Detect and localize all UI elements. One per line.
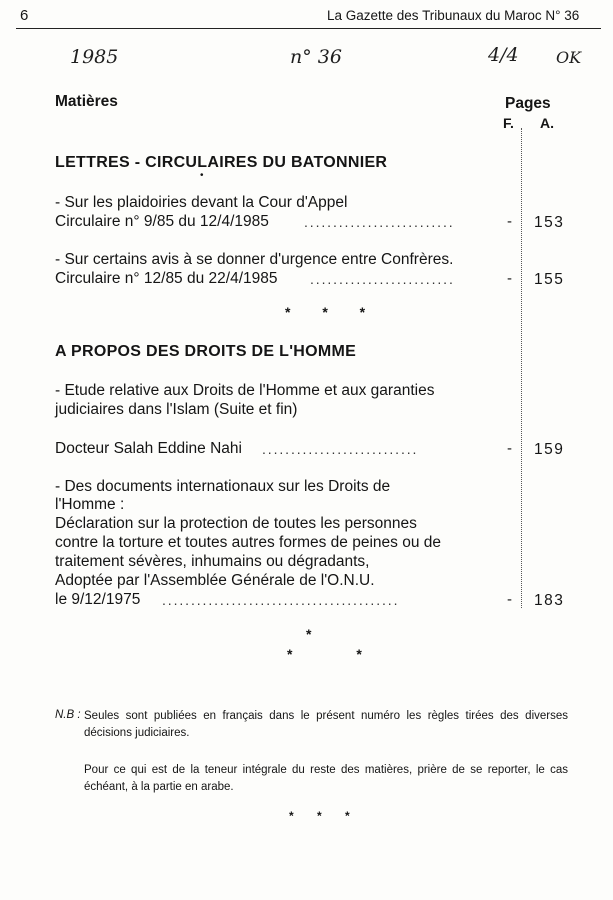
note-paragraph: Pour ce qui est de la teneur intégrale du reste des matières, prière de se reporter, le cas échéant, à la partie en arabe. [84, 764, 568, 793]
handwritten-year: 1985 [70, 46, 119, 68]
entry-line: Circulaire n° 9/85 du 12/4/1985 [55, 213, 269, 230]
entry-line: contre la torture et toutes autres formes de peines ou de [55, 534, 442, 551]
french-page: - [507, 213, 512, 230]
entry-line: Circulaire n° 12/85 du 22/4/1985 [55, 270, 278, 287]
french-column-heading: F. [503, 115, 514, 131]
section-title-droits-homme: A PROPOS DES DROITS DE L'HOMME [55, 343, 357, 360]
section-title-circulaires: LETTRES - CIRCULAIRES DU BATONNIER [55, 154, 388, 171]
arabic-page: 155 [534, 271, 565, 288]
subjects-heading: Matières [55, 93, 118, 110]
entry-line: Adoptée par l'Assemblée Générale de l'O.N.U. [55, 572, 375, 589]
entry-line: le 9/12/1975 [55, 591, 141, 608]
dot-leader: ......................... [310, 271, 455, 287]
note-paragraph: Seules sont publiées en français dans le présent numéro les règles tirées des diverses décisions judiciaires. [84, 710, 568, 739]
entry-line: - Etude relative aux Droits de l'Homme et aux garanties [55, 382, 435, 399]
separator-stars: * [306, 626, 326, 642]
french-page: - [507, 440, 512, 457]
arabic-column-heading: A. [540, 115, 554, 131]
entry-line: - Sur les plaidoiries devant la Cour d'Appel [55, 194, 348, 211]
pages-heading: Pages [505, 95, 551, 112]
entry-line: Déclaration sur la protection de toutes les personnes [55, 515, 417, 532]
arabic-page: 153 [534, 214, 565, 231]
handwritten-ok-mark: OK [556, 48, 582, 67]
dot-leader: .......................... [304, 214, 455, 230]
bullet-mark: • [200, 170, 204, 181]
note-label: N.B : [55, 709, 81, 721]
separator-stars: * * [287, 646, 392, 662]
dot-leader: ........................... [262, 441, 419, 457]
french-page: - [507, 591, 512, 608]
handwritten-issue-number: n° 36 [290, 46, 342, 68]
dot-leader: ......................................... [162, 592, 400, 608]
arabic-page: 183 [534, 592, 565, 609]
handwritten-page-count: 4/4 [488, 44, 519, 66]
header-rule [16, 28, 601, 29]
arabic-page: 159 [534, 441, 565, 458]
entry-line: Docteur Salah Eddine Nahi [55, 440, 242, 457]
entry-line: - Des documents internationaux sur les Droits de [55, 478, 391, 495]
entry-line: - Sur certains avis à se donner d'urgence entre Confrères. [55, 251, 454, 268]
journal-title: La Gazette des Tribunaux du Maroc N° 36 [327, 8, 580, 23]
entry-line: l'Homme : [55, 496, 125, 513]
entry-line: judiciaires dans l'Islam (Suite et fin) [55, 401, 298, 418]
french-page: - [507, 270, 512, 287]
separator-stars: * * * [289, 809, 360, 823]
column-divider [521, 128, 522, 608]
page-number: 6 [20, 7, 29, 24]
separator-stars: * * * [285, 304, 380, 320]
entry-line: traitement sévères, inhumains ou dégradants, [55, 553, 370, 570]
